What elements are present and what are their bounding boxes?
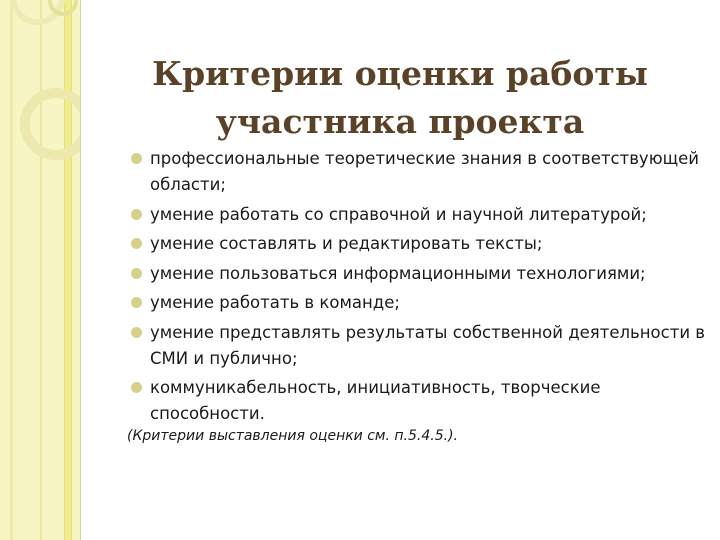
- list-item-text: умение представлять результаты собственной деятельности в СМИ и публично;: [150, 322, 706, 368]
- criteria-list: [130, 146, 710, 431]
- list-item: [130, 231, 710, 257]
- side-stripe: [10, 0, 13, 540]
- footnote: (Критерии выставления оценки см. п.5.4.5.).: [127, 428, 458, 444]
- list-item-text: профессиональные теоретические знания в соответствующей области;: [150, 149, 699, 194]
- bullet-icon: [131, 297, 142, 308]
- list-item: [130, 261, 710, 287]
- decorative-side-panel: [0, 0, 81, 540]
- list-item: [130, 290, 710, 316]
- decorative-ring: [20, 88, 81, 160]
- list-item-text: умение составлять и редактировать тексты;: [150, 234, 543, 253]
- list-item: [130, 202, 710, 228]
- list-item: [130, 146, 710, 198]
- bullet-icon: [131, 382, 142, 393]
- slide-title-line-1: Критерии оценки работы: [152, 54, 648, 94]
- list-item: [130, 375, 710, 427]
- slide-title: [100, 50, 700, 146]
- bullet-icon: [131, 153, 142, 164]
- list-item-text: коммуникабельность, инициативность, творческие способности.: [150, 378, 601, 423]
- bullet-icon: [131, 238, 142, 249]
- bullet-icon: [131, 268, 142, 279]
- slide-title-line-2: участника проекта: [215, 102, 585, 142]
- bullet-icon: [131, 209, 142, 220]
- bullet-icon: [131, 327, 142, 338]
- list-item-text: умение пользоваться информационными технологиями;: [150, 263, 646, 283]
- list-item-text: умение работать со справочной и научной литературой;: [150, 204, 647, 224]
- list-item-text: умение работать в команде;: [150, 293, 400, 312]
- list-item: [130, 320, 710, 372]
- side-stripe: [40, 0, 42, 540]
- side-stripe: [64, 0, 72, 540]
